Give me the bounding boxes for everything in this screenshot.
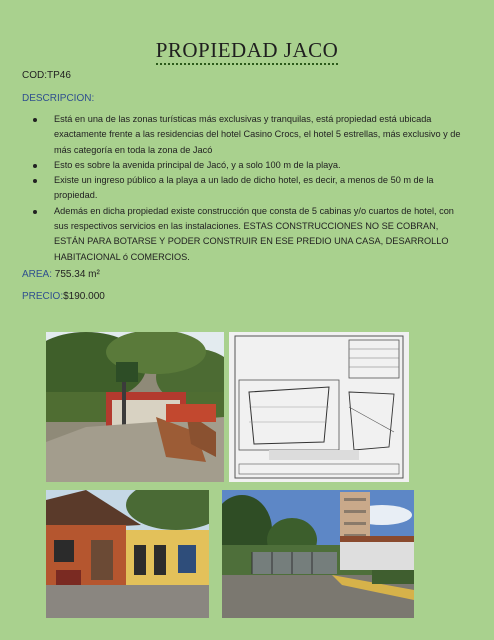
property-code: COD:TP46: [22, 70, 71, 81]
description-label: DESCRIPCION:: [22, 93, 95, 104]
photo-street-front: [46, 332, 224, 482]
description-list: [22, 112, 467, 265]
page-title: [0, 38, 494, 63]
area-field: [22, 269, 100, 280]
price-value: $190.000: [63, 291, 105, 302]
photo-gate-tower: [222, 490, 414, 618]
price-field: [22, 291, 105, 302]
list-item: Además en dicha propiedad existe construcción que consta de 5 cabinas y/o cuartos de hotel, con sus respectivos servicios en las instalaciones. ESTAS CONSTRUCCIONES NO SE COBRAN, ESTÁN PARA BOTARSE Y PODER CONSTRUIR EN ESE PREDIO UNA CASA, DESARROLLO HABITACIONAL ó COMERCIOS.: [22, 204, 467, 265]
list-item: Existe un ingreso público a la playa a un lado de dicho hotel, es decir, a menos de 50 m de la propiedad.: [22, 173, 467, 204]
photo-cabins: [46, 490, 209, 618]
list-item: Esto es sobre la avenida principal de Jacó, y a solo 100 m de la playa.: [22, 158, 467, 173]
area-value: 755.34 m²: [54, 269, 100, 280]
area-label: AREA:: [22, 269, 53, 280]
price-label: PRECIO:: [22, 291, 64, 302]
list-item: Está en una de las zonas turísticas más exclusivas y tranquilas, está propiedad está ubicada exactamente frente a las residencias del hotel Casino Crocs, el hotel 5 estrellas, más exclusivo y de más categoría en toda la zona de Jacó: [22, 112, 467, 158]
page-title-text: PROPIEDAD JACO: [156, 38, 339, 65]
photo-survey-plan: [229, 332, 409, 482]
